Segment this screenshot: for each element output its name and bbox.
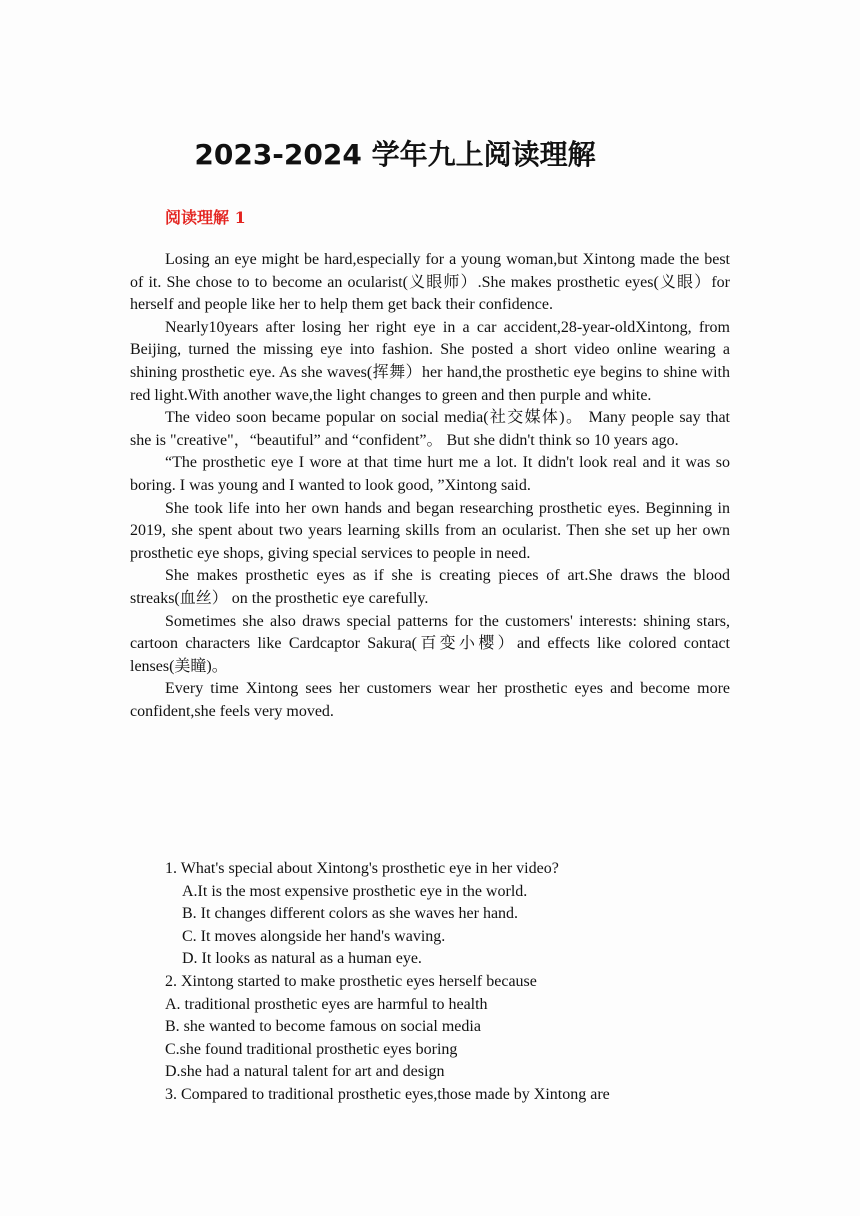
question-1-option-c: C. It moves alongside her hand's waving. bbox=[182, 927, 446, 945]
section-heading: 阅读理解 1 bbox=[165, 208, 246, 227]
passage-paragraph: “The prosthetic eye I wore at that time hurt me a lot. It didn't look real and it was so boring. I was young and I wanted to look good, ”Xintong said. bbox=[130, 454, 730, 494]
reading-passage bbox=[130, 249, 730, 723]
question-1-option-d: D. It looks as natural as a human eye. bbox=[182, 950, 422, 968]
question-list bbox=[165, 858, 745, 1107]
document-title: 2023-2024 学年九上阅读理解 bbox=[194, 138, 596, 171]
passage-paragraph: Sometimes she also draws special patterns for the customers' interests: shining stars, cartoon characters like Cardcaptor Sakura(百变小樱）and effects like colored contact lenses(美瞳)。 bbox=[130, 612, 730, 675]
passage-paragraph: Nearly10years after losing her right eye in a car accident,28-year-oldXintong, from Beijing, turned the missing eye into fashion. She posted a short video online wearing a shining prosthetic eye. As she waves(挥舞）her hand,the prosthetic eye begins to shine with red light.With another wave,the light changes to green and then purple and white. bbox=[130, 318, 730, 404]
question-3-stem: 3. Compared to traditional prosthetic eyes,those made by Xintong are bbox=[165, 1085, 610, 1103]
passage-paragraph: Every time Xintong sees her customers wear her prosthetic eyes and become more confident,she feels very moved. bbox=[130, 680, 730, 720]
passage-paragraph: She took life into her own hands and began researching prosthetic eyes. Beginning in 2019, she spent about two years learning skills from an ocularist. Then she set up her own prosthetic eye shops, giving special services to people in need. bbox=[130, 499, 730, 562]
question-2-stem: 2. Xintong started to make prosthetic eyes herself because bbox=[165, 972, 537, 990]
question-2-option-b: B. she wanted to become famous on social media bbox=[165, 1018, 481, 1036]
question-1-option-b: B. It changes different colors as she waves her hand. bbox=[182, 905, 519, 923]
passage-paragraph: Losing an eye might be hard,especially for a young woman,but Xintong made the best of it. She chose to to become an ocularist(义眼师）.She makes prosthetic eyes(义眼）for herself and people like her to help them get back their confidence. bbox=[130, 251, 730, 314]
question-2-option-d: D.she had a natural talent for art and design bbox=[165, 1063, 445, 1081]
question-2-option-c: C.she found traditional prosthetic eyes boring bbox=[165, 1040, 458, 1058]
passage-paragraph: She makes prosthetic eyes as if she is creating pieces of art.She draws the blood streaks(血丝） on the prosthetic eye carefully. bbox=[130, 567, 730, 607]
passage-paragraph: The video soon became popular on social media(社交媒体)。 Many people say that she is "creative"，“beautiful” and “confident”。 But she didn't think so 10 years ago. bbox=[130, 409, 730, 449]
question-2-option-a: A. traditional prosthetic eyes are harmful to health bbox=[165, 995, 488, 1013]
question-1-stem: 1. What's special about Xintong's prosthetic eye in her video? bbox=[165, 860, 559, 877]
question-1-option-a: A.It is the most expensive prosthetic eye in the world. bbox=[182, 882, 528, 900]
